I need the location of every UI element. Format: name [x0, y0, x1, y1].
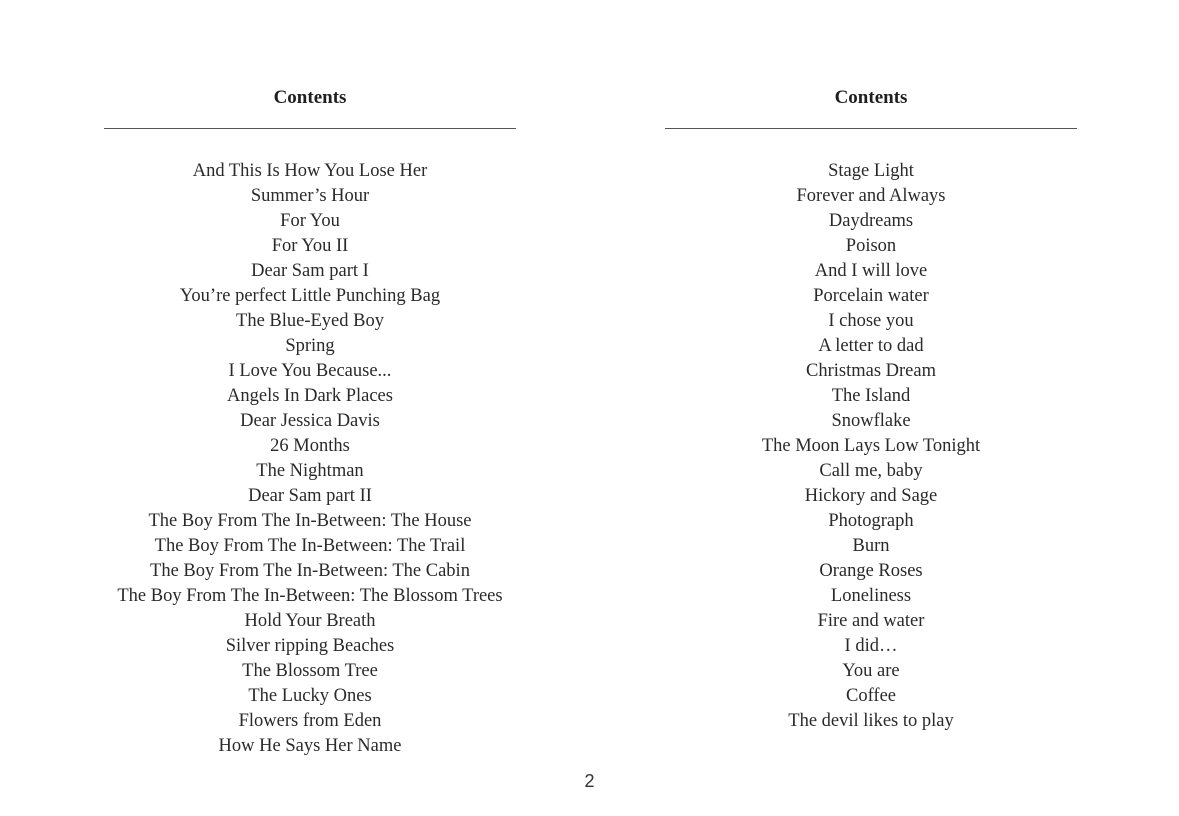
- contents-entry: Silver ripping Beaches: [225, 636, 395, 656]
- contents-entry: Poison: [845, 236, 897, 256]
- contents-entry: Fire and water: [817, 611, 925, 631]
- contents-entry: Hickory and Sage: [804, 486, 938, 506]
- contents-entry: Stage Light: [828, 161, 914, 181]
- contents-entry: Burn: [852, 536, 890, 556]
- contents-entry: The Blossom Tree: [242, 661, 378, 681]
- contents-entry: Daydreams: [828, 211, 914, 231]
- contents-entry: The Moon Lays Low Tonight: [761, 436, 981, 456]
- left-contents-title: Contents: [273, 87, 347, 108]
- contents-entry: And This Is How You Lose Her: [192, 161, 428, 181]
- contents-entry: Call me, baby: [819, 461, 923, 481]
- left-contents-list: [75, 159, 545, 759]
- contents-entry: Dear Sam part I: [251, 261, 369, 281]
- left-title-divider: [104, 128, 516, 129]
- contents-entry: Hold Your Breath: [244, 611, 376, 631]
- contents-entry: I Love You Because...: [228, 361, 392, 381]
- contents-entry: Orange Roses: [819, 561, 923, 581]
- contents-entry: Spring: [285, 336, 335, 356]
- right-contents-column: [636, 86, 1106, 734]
- right-title-divider: [665, 128, 1077, 129]
- contents-entry: Snowflake: [831, 411, 911, 431]
- right-contents-list: [636, 159, 1106, 734]
- contents-entry: The Lucky Ones: [248, 686, 372, 706]
- contents-entry: A letter to dad: [818, 336, 924, 356]
- contents-entry: Porcelain water: [813, 286, 929, 306]
- contents-entry: And I will love: [814, 261, 928, 281]
- contents-entry: Christmas Dream: [806, 361, 936, 381]
- contents-entry: Dear Sam part II: [248, 486, 372, 506]
- contents-entry: Loneliness: [830, 586, 912, 606]
- right-contents-title: Contents: [834, 87, 908, 108]
- contents-entry: I chose you: [828, 311, 914, 331]
- contents-entry: Dear Jessica Davis: [240, 411, 380, 431]
- contents-entry: You are: [842, 661, 900, 681]
- contents-entry: Angels In Dark Places: [227, 386, 393, 406]
- contents-entry: The Boy From The In-Between: The House: [148, 511, 472, 531]
- contents-entry: 26 Months: [270, 436, 350, 456]
- contents-entry: The Boy From The In-Between: The Blossom Trees: [117, 586, 503, 606]
- contents-entry: The Nightman: [256, 461, 364, 481]
- contents-entry: For You II: [271, 236, 349, 256]
- contents-entry: Summer’s Hour: [250, 186, 370, 206]
- contents-entry: You’re perfect Little Punching Bag: [179, 286, 441, 306]
- contents-entry: The Island: [831, 386, 911, 406]
- contents-entry: I did…: [844, 636, 898, 656]
- contents-entry: The devil likes to play: [788, 711, 954, 731]
- contents-entry: Coffee: [846, 686, 896, 706]
- contents-entry: The Boy From The In-Between: The Trail: [154, 536, 466, 556]
- left-contents-column: [75, 86, 545, 759]
- contents-entry: The Blue-Eyed Boy: [236, 311, 384, 331]
- contents-entry: The Boy From The In-Between: The Cabin: [150, 561, 470, 581]
- contents-entry: For You: [280, 211, 340, 231]
- contents-entry: Flowers from Eden: [238, 711, 382, 731]
- contents-entry: Forever and Always: [796, 186, 946, 206]
- contents-entry: How He Says Her Name: [218, 736, 402, 756]
- contents-entry: Photograph: [828, 511, 914, 531]
- page-number: 2: [584, 771, 595, 791]
